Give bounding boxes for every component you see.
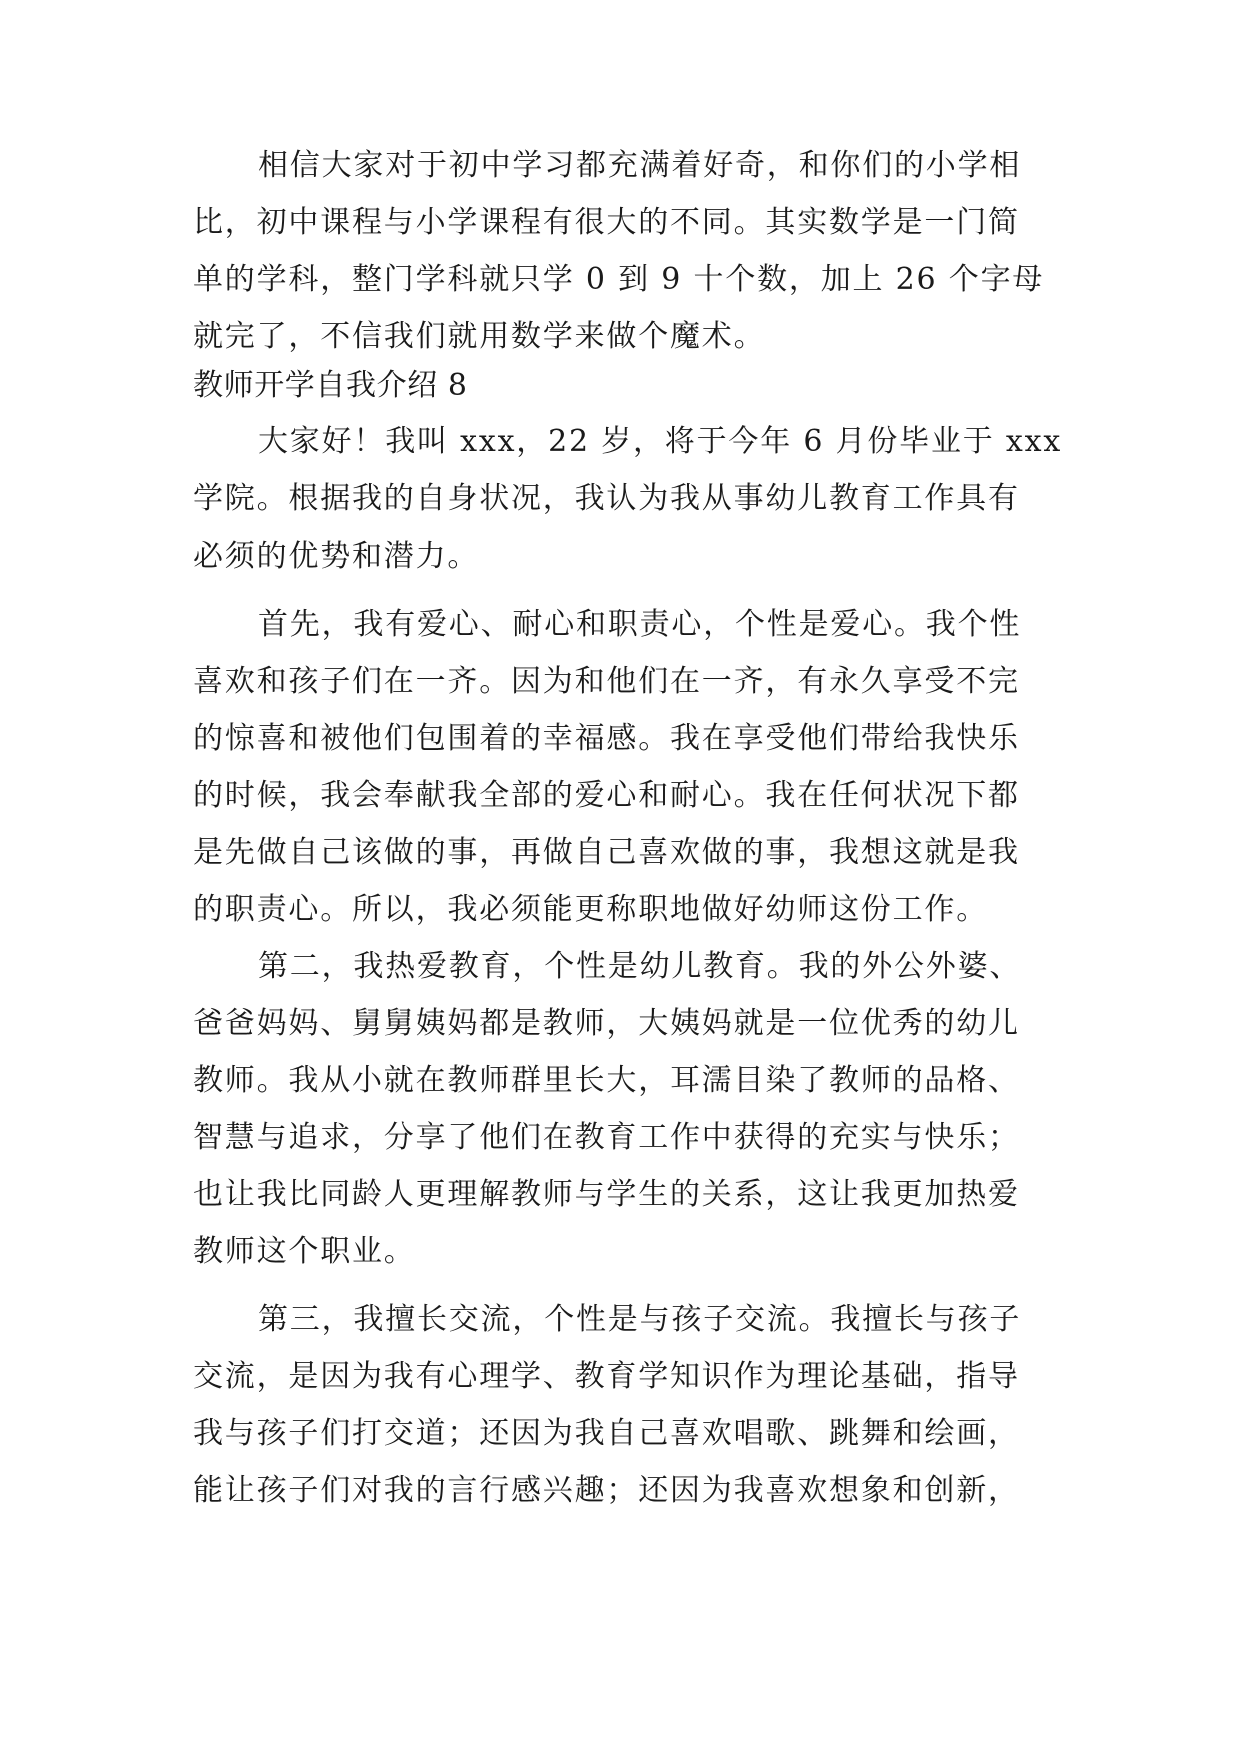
paragraph-line: 交流，是因为我有心理学、教育学知识作为理论基础，指导 — [193, 1359, 1020, 1394]
paragraph-line: 教师。我从小就在教师群里长大，耳濡目染了教师的品格、 — [193, 1063, 1020, 1098]
paragraph-line: 必须的优势和潜力。 — [193, 539, 480, 574]
paragraph-line: 是先做自己该做的事，再做自己喜欢做的事，我想这就是我 — [193, 835, 1020, 870]
paragraph-line: 的惊喜和被他们包围着的幸福感。我在享受他们带给我快乐 — [193, 721, 1020, 756]
paragraph-line: 的时候，我会奉献我全部的爱心和耐心。我在任何状况下都 — [193, 778, 1020, 813]
paragraph-line: 我与孩子们打交道；还因为我自己喜欢唱歌、跳舞和绘画， — [193, 1416, 1020, 1451]
paragraph-line: 喜欢和孩子们在一齐。因为和他们在一齐，有永久享受不完 — [193, 664, 1020, 699]
paragraph-line: 学院。根据我的自身状况，我认为我从事幼儿教育工作具有 — [193, 481, 1020, 516]
paragraph-line: 单的学科，整门学科就只学 0 到 9 十个数，加上 26 个字母 — [193, 262, 1045, 297]
paragraph-line: 就完了，不信我们就用数学来做个魔术。 — [193, 319, 766, 354]
paragraph-line: 比，初中课程与小学课程有很大的不同。其实数学是一门简 — [193, 205, 1020, 240]
paragraph-line: 大家好！我叫 xxx，22 岁，将于今年 6 月份毕业于 xxx — [258, 424, 1063, 459]
paragraph-line: 的职责心。所以，我必须能更称职地做好幼师这份工作。 — [193, 892, 988, 927]
paragraph-line: 爸爸妈妈、舅舅姨妈都是教师，大姨妈就是一位优秀的幼儿 — [193, 1006, 1020, 1041]
paragraph-line: 第二，我热爱教育，个性是幼儿教育。我的外公外婆、 — [258, 949, 1022, 984]
paragraph-line: 能让孩子们对我的言行感兴趣；还因为我喜欢想象和创新， — [193, 1473, 1020, 1508]
section-heading: 教师开学自我介绍 8 — [193, 368, 468, 403]
paragraph-line: 第三，我擅长交流，个性是与孩子交流。我擅长与孩子 — [258, 1302, 1022, 1337]
paragraph-line: 智慧与追求，分享了他们在教育工作中获得的充实与快乐； — [193, 1120, 1020, 1155]
paragraph-line: 相信大家对于初中学习都充满着好奇，和你们的小学相 — [258, 148, 1022, 183]
paragraph-line: 也让我比同龄人更理解教师与学生的关系，这让我更加热爱 — [193, 1177, 1020, 1212]
paragraph-line: 教师这个职业。 — [193, 1234, 416, 1269]
paragraph-line: 首先，我有爱心、耐心和职责心，个性是爱心。我个性 — [258, 607, 1022, 642]
